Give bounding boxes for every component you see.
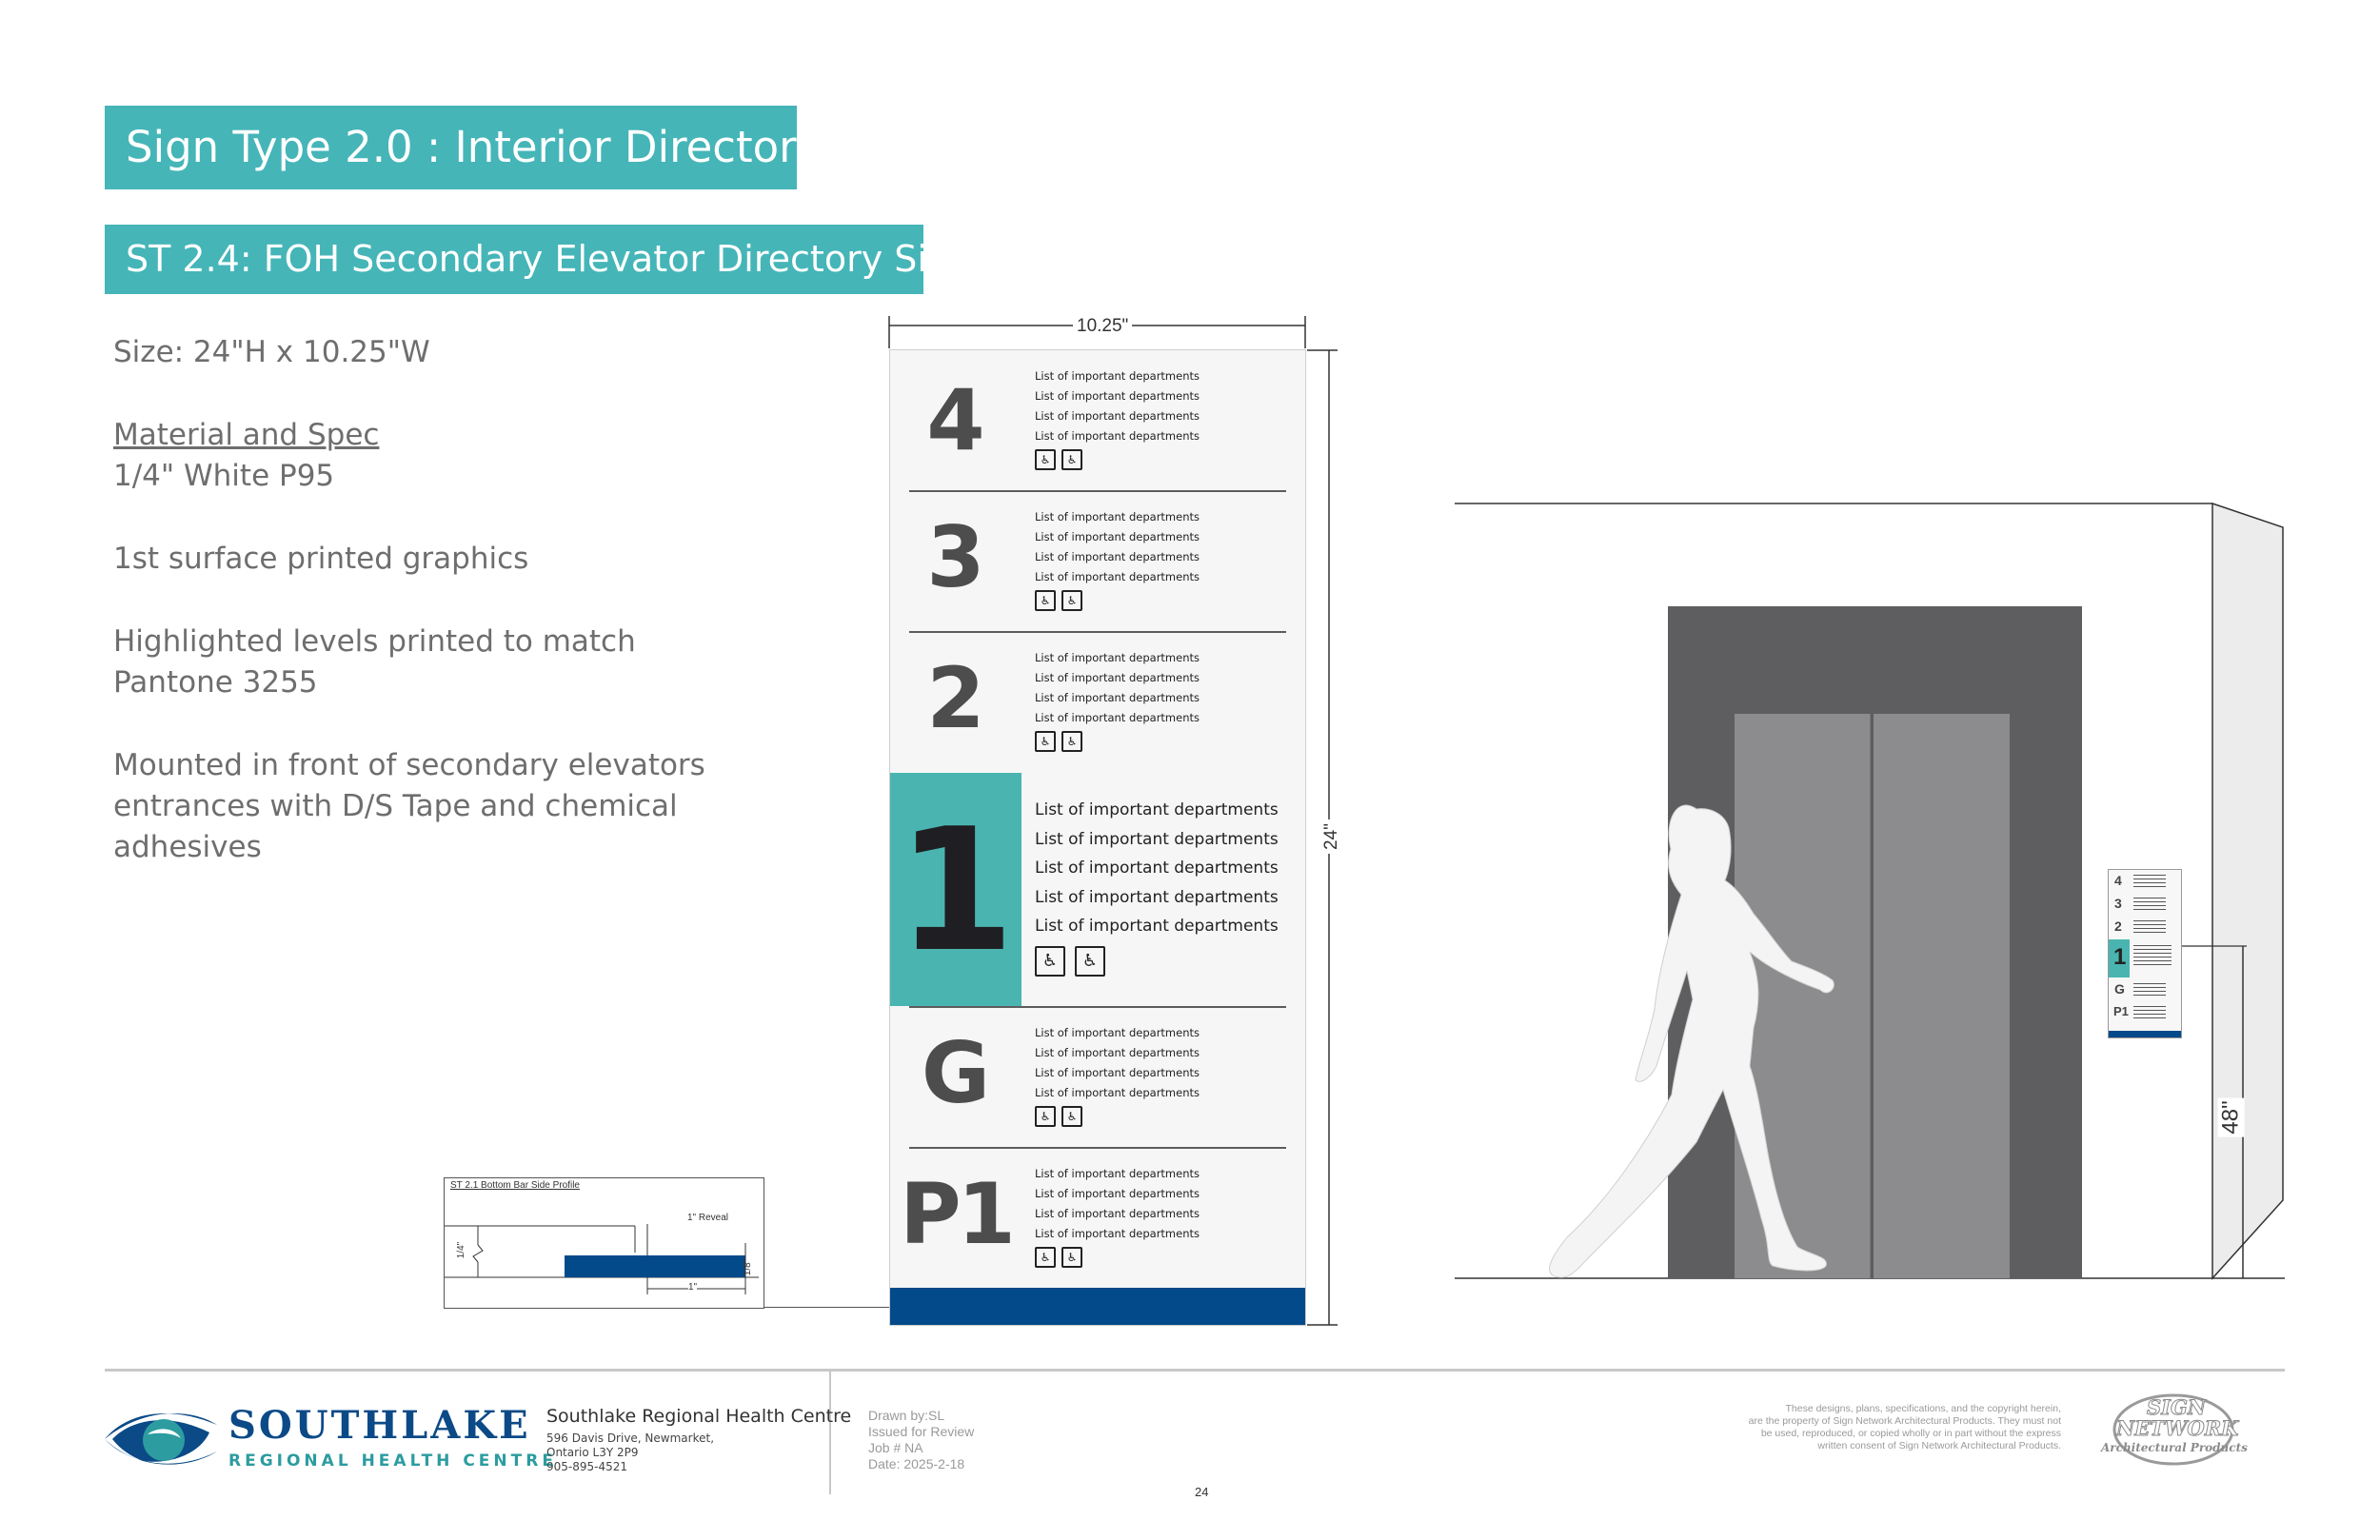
floor-row-1 <box>890 773 1305 1006</box>
mount-spec-line3: adhesives <box>113 830 262 864</box>
issue-status: Issued for Review <box>868 1424 975 1439</box>
mini-directory-sign <box>2108 869 2182 1038</box>
footer-divider <box>105 1369 2285 1372</box>
accessible-female-washroom-icon: ♿ <box>1061 449 1082 470</box>
thickness-label: 1/4" <box>456 1241 467 1259</box>
mini-level-row: 3 <box>2109 894 2181 916</box>
floor-row-p1 <box>890 1148 1305 1288</box>
mount-height-label: 48" <box>2218 1097 2245 1136</box>
mini-level-row: P1 <box>2109 1002 2181 1024</box>
floor-row-3 <box>890 491 1305 632</box>
southlake-logo-wordmark: SOUTHLAKE <box>228 1403 531 1448</box>
department-list: List of important departments List of important departments List of important departments List of important departments <box>1035 651 1200 724</box>
page-number: 24 <box>1195 1485 1209 1499</box>
accessible-female-washroom-icon: ♿ <box>1061 1247 1082 1268</box>
bottom-bar-profile-detail <box>444 1177 764 1309</box>
material-heading: Material and Spec <box>113 418 380 452</box>
bar-height-label: 1/8" <box>743 1258 754 1276</box>
address-line1: 596 Davis Drive, Newmarket, <box>546 1431 715 1445</box>
floor-number: P1 <box>900 1165 1012 1263</box>
floor-row-4 <box>890 350 1305 491</box>
southlake-logo-subtitle: REGIONAL HEALTH CENTRE <box>228 1451 557 1471</box>
floor-row-g <box>890 1007 1305 1148</box>
sign-subtype-title: ST 2.4: FOH Secondary Elevator Directory Signs <box>105 225 923 294</box>
profile-detail-title: ST 2.1 Bottom Bar Side Profile <box>450 1180 580 1191</box>
profile-detail-drawing <box>445 1178 764 1308</box>
mini-level-row: 2 <box>2109 917 2181 938</box>
phone-number: 905-895-4521 <box>546 1460 628 1473</box>
department-list: List of important departments List of important departments List of important departments List of important departments <box>1035 1167 1200 1240</box>
copyright-disclaimer: These designs, plans, specifications, and the copyright herein, are the property of Sign Network Architectural Products. They must not be used, reproduced, or copied wholly or in part without the express written consent of Sign Network Architectural Products. <box>1748 1403 2061 1451</box>
floor-number: 2 <box>926 649 985 747</box>
mini-level-row: G <box>2109 979 2181 1001</box>
graphics-spec: 1st surface printed graphics <box>113 542 529 576</box>
floor-number: G <box>921 1024 991 1122</box>
department-list: List of important departments List of important departments List of important departments List of important departments List of important departments <box>1035 800 1279 936</box>
reveal-label: 1" Reveal <box>687 1213 729 1223</box>
department-list: List of important departments List of important departments List of important departments List of important departments <box>1035 1026 1200 1099</box>
department-list: List of important departments List of important departments List of important departments List of important departments <box>1035 510 1200 583</box>
mini-level-row: 4 <box>2109 871 2181 893</box>
address-line2: Ontario L3Y 2P9 <box>546 1446 639 1459</box>
accessible-female-washroom-icon: ♿ <box>1061 1106 1082 1127</box>
highlight-spec-line1: Highlighted levels printed to match <box>113 624 636 659</box>
accessible-male-washroom-icon: ♿ <box>1035 590 1056 611</box>
accessible-male-washroom-icon: ♿ <box>1035 449 1056 470</box>
sign-network-logo: SIGN NETWORK Architectural Products <box>2099 1392 2251 1473</box>
organization-name: Southlake Regional Health Centre <box>546 1406 852 1427</box>
material-spec: 1/4" White P95 <box>113 459 335 493</box>
mount-spec-line2: entrances with D/S Tape and chemical <box>113 789 678 823</box>
accessible-male-washroom-icon: ♿ <box>1035 946 1065 977</box>
accessible-male-washroom-icon: ♿ <box>1035 1106 1056 1127</box>
height-dimension-label: 24" <box>1321 819 1342 854</box>
floor-row-2 <box>890 632 1305 773</box>
bar-width-label: 1" <box>688 1282 698 1293</box>
mini-bottom-bar <box>2109 1031 2181 1037</box>
highlight-spec-line2: Pantone 3255 <box>113 665 318 700</box>
drawn-by: Drawn by:SL <box>868 1408 945 1423</box>
directory-sign <box>889 349 1306 1326</box>
department-list: List of important departments List of important departments List of important departments List of important departments <box>1035 369 1200 443</box>
accessible-female-washroom-icon: ♿ <box>1061 590 1082 611</box>
southlake-eye-logo-icon <box>105 1406 217 1472</box>
floor-number: 4 <box>926 371 985 469</box>
sign-bottom-bar <box>890 1288 1305 1325</box>
mount-spec-line1: Mounted in front of secondary elevators <box>113 748 705 782</box>
issue-date: Date: 2025-2-18 <box>868 1456 965 1471</box>
profile-leader-line <box>764 1307 889 1308</box>
accessible-female-washroom-icon: ♿ <box>1061 731 1082 752</box>
mini-level-row-highlighted: 1 <box>2109 939 2181 977</box>
floor-number: 3 <box>926 508 985 606</box>
accessible-female-washroom-icon: ♿ <box>1075 946 1105 977</box>
accessible-male-washroom-icon: ♿ <box>1035 731 1056 752</box>
floor-number: 1 <box>897 792 1015 989</box>
footer-vertical-divider <box>829 1371 831 1494</box>
job-number: Job # NA <box>868 1440 923 1455</box>
size-spec: Size: 24"H x 10.25"W <box>113 335 430 369</box>
accessible-male-washroom-icon: ♿ <box>1035 1247 1056 1268</box>
width-dimension-label: 10.25" <box>1073 316 1132 337</box>
sign-type-title: Sign Type 2.0 : Interior Directory <box>105 106 797 189</box>
